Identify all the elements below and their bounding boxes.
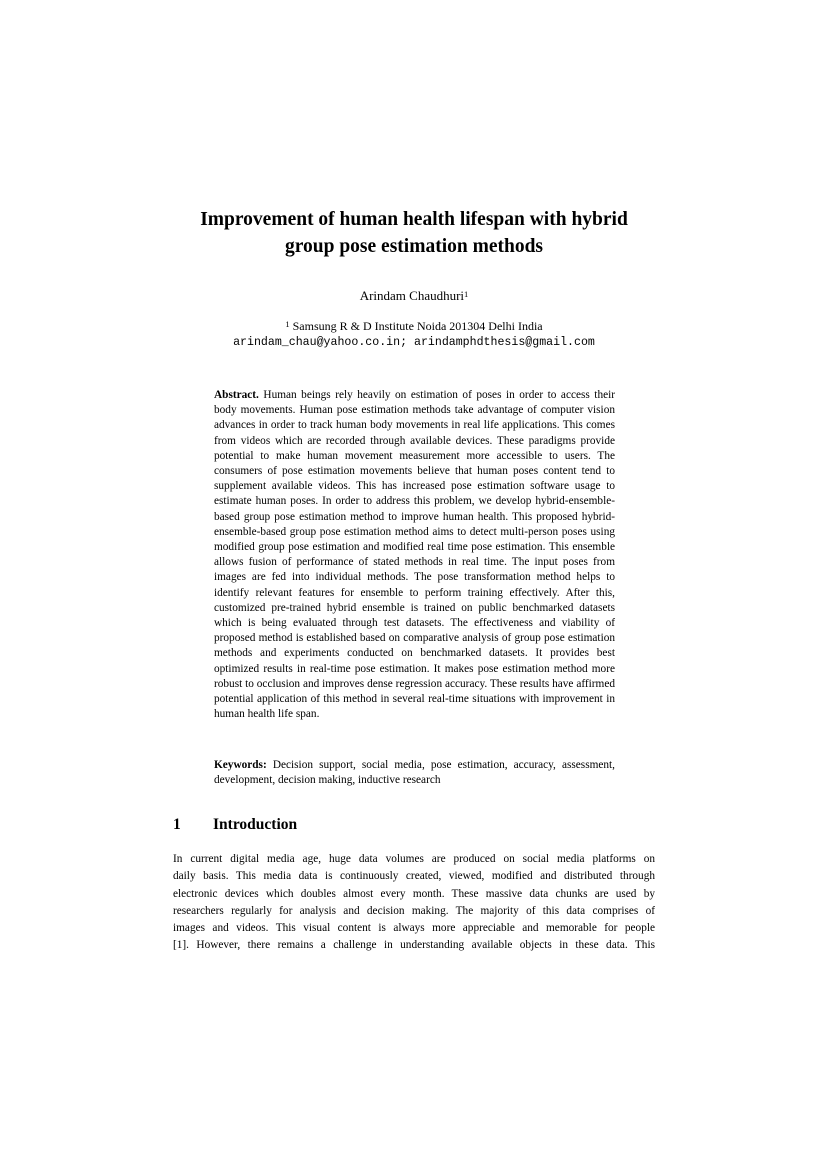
affiliation-mark: 1: [285, 319, 290, 329]
body-line: images and videos. This visual content is always more appreciable and memorable for people: [173, 922, 655, 935]
author-name: Arindam Chaudhuri: [359, 288, 465, 303]
body-line: researchers regularly for analysis and decision making. The majority of this data comprises of: [173, 904, 655, 917]
author-line: [0, 288, 828, 304]
paper-title: [0, 206, 828, 260]
keywords-text: Decision support, social media, pose estimation, accuracy, assessment, development, decision making, inductive research: [214, 759, 616, 787]
author-emails: arindam_chau@yahoo.co.in; arindamphdthesis@gmail.com: [233, 336, 595, 349]
abstract-label: Abstract.: [214, 389, 259, 401]
title-line-1: Improvement of human health lifespan with hybrid: [200, 209, 628, 230]
section-title: Introduction: [213, 816, 298, 833]
introduction-body: [173, 851, 655, 955]
title-line-2: group pose estimation methods: [284, 236, 544, 257]
keywords-label: Keywords:: [214, 759, 267, 771]
keywords: [214, 758, 615, 788]
abstract-text: Human beings rely heavily on estimation of poses in order to access their body movements. Human pose estimation methods take advantage of computer vision advances in order to track human body movements in real life applications. This comes from videos which are recorded through available devices. These paradigms provide potential to make human movement measurement more accessible to users. The consumers of pose estimation movements believe that human poses content tend to supplement available videos. This has increased pose estimation software usage to estimate human poses. In order to address this problem, we develop hybrid-ensemble-based group pose estimation method to improve human health. This proposed hybrid-ensemble-based group pose estimation method aims to detect multi-person poses using modified group pose estimation and modified real time pose estimation. This ensemble allows fusion of performance of stated methods in real time. The input poses from images are fed into individual methods. The pose transformation method helps to identify relevant features for ensemble to perform training effectively. After this, customized pre-trained hybrid ensemble is trained on public benchmarked datasets which is being evaluated through test datasets. The effectiveness and viability of proposed method is established based on comparative analysis of group pose estimation methods and experiments conducted on benchmarked datasets. It provides best optimized results in real-time pose estimation. It makes pose estimation method more robust to occlusion and improves dense regression accuracy. These results have affirmed potential application of this method in several real-time situations with improvement in human health life span.: [214, 389, 616, 721]
section-heading: [173, 815, 297, 835]
body-line: daily basis. This media data is continuously created, viewed, modified and distributed through: [173, 870, 655, 883]
body-line: electronic devices which doubles almost every month. These massive data chunks are used by: [173, 887, 655, 900]
author-affiliation-mark: 1: [464, 289, 469, 299]
affiliation-text: Samsung R & D Institute Noida 201304 Delhi India: [292, 319, 543, 333]
body-line: In current digital media age, huge data volumes are produced on social media platforms on: [173, 853, 655, 865]
abstract: [214, 388, 615, 722]
affiliation: [0, 318, 828, 334]
body-line: [1]. However, there remains a challenge in understanding available objects in these data. This: [173, 939, 655, 952]
section-number: 1: [173, 816, 181, 833]
